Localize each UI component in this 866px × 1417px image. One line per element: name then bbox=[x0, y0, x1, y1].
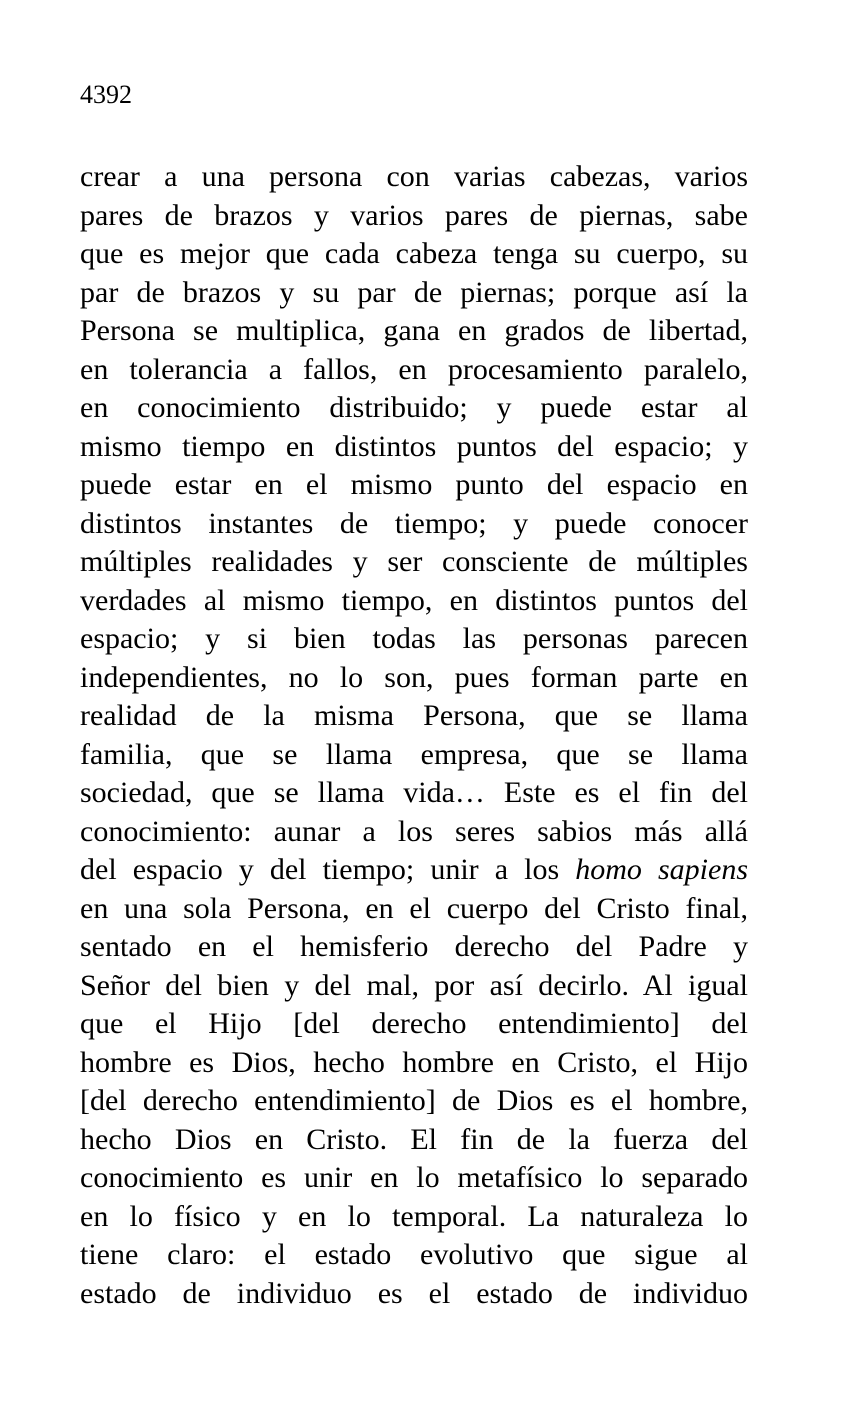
text-line: conocimiento: aunar a los seres sabios más allá bbox=[80, 814, 748, 848]
text-line: independientes, no lo son, pues forman parte en bbox=[80, 660, 748, 694]
body-text bbox=[80, 158, 748, 1313]
text-line: que es mejor que cada cabeza tenga su cuerpo, su bbox=[80, 237, 748, 270]
text-line: tiene claro: el estado evolutivo que sigue al bbox=[80, 1238, 748, 1271]
text-line-with-italic bbox=[80, 851, 748, 890]
text-line: familia, que se llama empresa, que se llama bbox=[80, 737, 748, 771]
text-line: verdades al mismo tiempo, en distintos puntos del bbox=[80, 583, 748, 617]
text-line: sociedad, que se llama vida… Este es el fin del bbox=[80, 776, 748, 809]
text-line: sentado en el hemisferio derecho del Padre y bbox=[80, 930, 748, 963]
italic-term: homo sapiens bbox=[575, 853, 749, 886]
text-line: mismo tiempo en distintos puntos del espacio; y bbox=[80, 429, 748, 463]
text-line: en una sola Persona, en el cuerpo del Cristo final, bbox=[80, 891, 748, 925]
text-line: realidad de la misma Persona, que se llama bbox=[80, 699, 748, 732]
text-segment: del espacio y del tiempo; unir a los bbox=[80, 853, 576, 886]
text-line: Persona se multiplica, gana en grados de libertad, bbox=[80, 314, 748, 347]
text-line: Señor del bien y del mal, por así decirlo. Al igual bbox=[80, 968, 748, 1002]
text-line: pares de brazos y varios pares de piernas, sabe bbox=[80, 198, 748, 232]
text-line: par de brazos y su par de piernas; porque así la bbox=[80, 275, 748, 309]
text-line: estado de individuo es el estado de individuo bbox=[80, 1276, 748, 1310]
text-line: conocimiento es unir en lo metafísico lo separado bbox=[80, 1161, 748, 1194]
text-line: [del derecho entendimiento] de Dios es el hombre, bbox=[80, 1084, 748, 1117]
text-line: que el Hijo [del derecho entendimiento] del bbox=[80, 1007, 748, 1040]
text-line: en lo físico y en lo temporal. La naturaleza lo bbox=[80, 1199, 748, 1233]
text-line: espacio; y si bien todas las personas parecen bbox=[80, 622, 748, 655]
text-line: puede estar en el mismo punto del espacio en bbox=[80, 468, 748, 501]
text-line: en conocimiento distribuido; y puede estar al bbox=[80, 391, 748, 424]
text-line: distintos instantes de tiempo; y puede conocer bbox=[80, 506, 748, 540]
text-line: múltiples realidades y ser consciente de múltiples bbox=[80, 545, 748, 578]
text-line: crear a una persona con varias cabezas, varios bbox=[80, 160, 748, 193]
text-line: en tolerancia a fallos, en procesamiento paralelo, bbox=[80, 352, 748, 386]
page-number: 4392 bbox=[80, 80, 132, 109]
text-line: hecho Dios en Cristo. El fin de la fuerza del bbox=[80, 1122, 748, 1156]
text-line: hombre es Dios, hecho hombre en Cristo, el Hijo bbox=[80, 1045, 748, 1079]
